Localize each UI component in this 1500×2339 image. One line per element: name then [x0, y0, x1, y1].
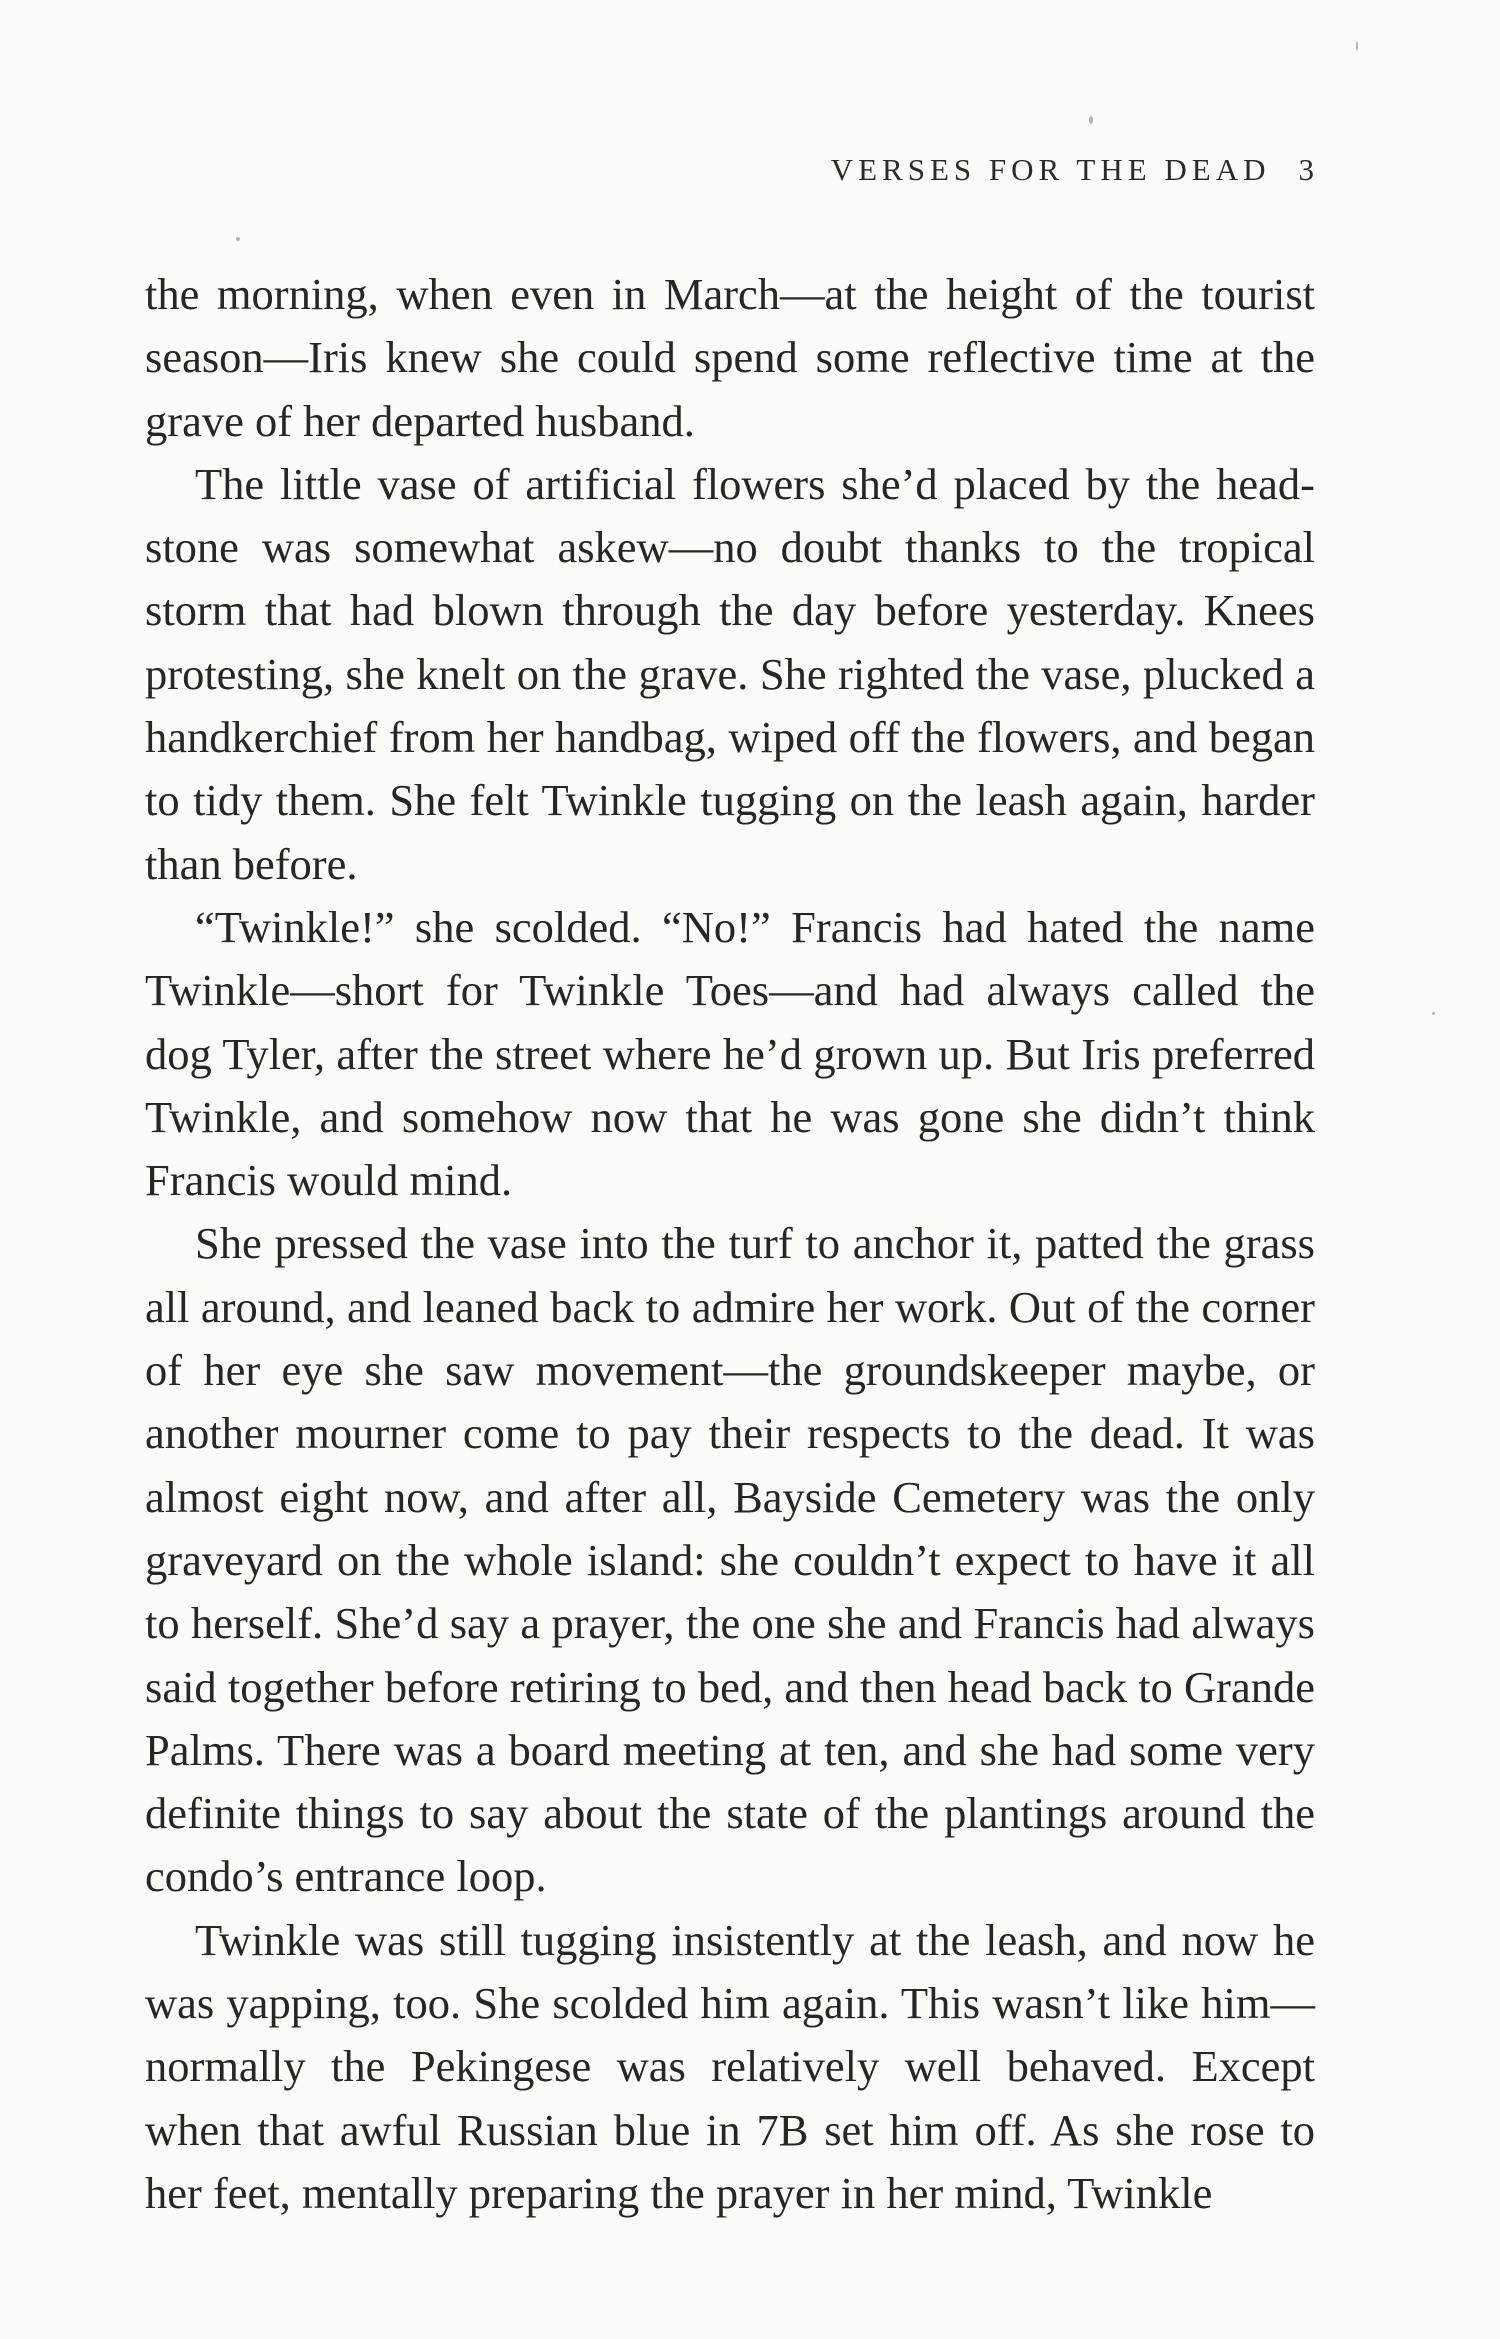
scan-speck: [236, 237, 240, 241]
body-text: [145, 263, 1315, 2225]
paragraph: She pressed the vase into the turf to anchor it, patted the grass all around, and leaned back to admire her work. Out of the corner of her eye she saw movement—the groundskeeper maybe, or another mourner come to pay their respects to the dead. It was almost eight now, and after all, Bayside Cemetery was the only graveyard on the whole island: she couldn’t expect to have it all to herself. She’d say a prayer, the one she and Francis had always said together before retiring to bed, and then head back to Grande Palms. There was a board meeting at ten, and she had some very definite things to say about the state of the plantings around the condo’s entrance loop.: [145, 1218, 1315, 1902]
paragraph: “Twinkle!” she scolded. “No!” Francis had hated the name Twinkle—short for Twinkle Toes—and had always called the dog Tyler, after the street where he’d grown up. But Iris preferred Twinkle, and somehow now that he was gone she didn’t think Francis would mind.: [145, 901, 1315, 1206]
scan-speck: [1432, 1012, 1435, 1015]
running-head: [831, 152, 1314, 188]
page-number: 3: [1298, 152, 1314, 187]
paragraph: Twinkle was still tugging insistently at the leash, and now he was yapping, too. She scolded him again. This wasn’t like him—normally the Pekingese was relatively well behaved. Except when that awful Russian blue in 7B set him off. As she rose to her feet, mentally preparing the prayer in her mind, Twinkle: [145, 1914, 1315, 2218]
running-head-title: VERSES FOR THE DEAD: [830, 152, 1271, 187]
paragraph: The little vase of artificial flowers she’d placed by the headstone was somewhat askew—no doubt thanks to the tropical storm that had blown through the day before yesterday. Knees protesting, she knelt on the grave. She righted the vase, plucked a handkerchief from her handbag, wiped off the flowers, and began to tidy them. She felt Twinkle tugging on the leash again, harder than before.: [145, 458, 1315, 889]
scan-speck: [1356, 41, 1358, 51]
paragraph: the morning, when even in March—at the height of the tourist season—Iris knew she could spend some reflective time at the grave of her departed husband.: [145, 269, 1315, 446]
scan-speck: [1089, 116, 1093, 124]
